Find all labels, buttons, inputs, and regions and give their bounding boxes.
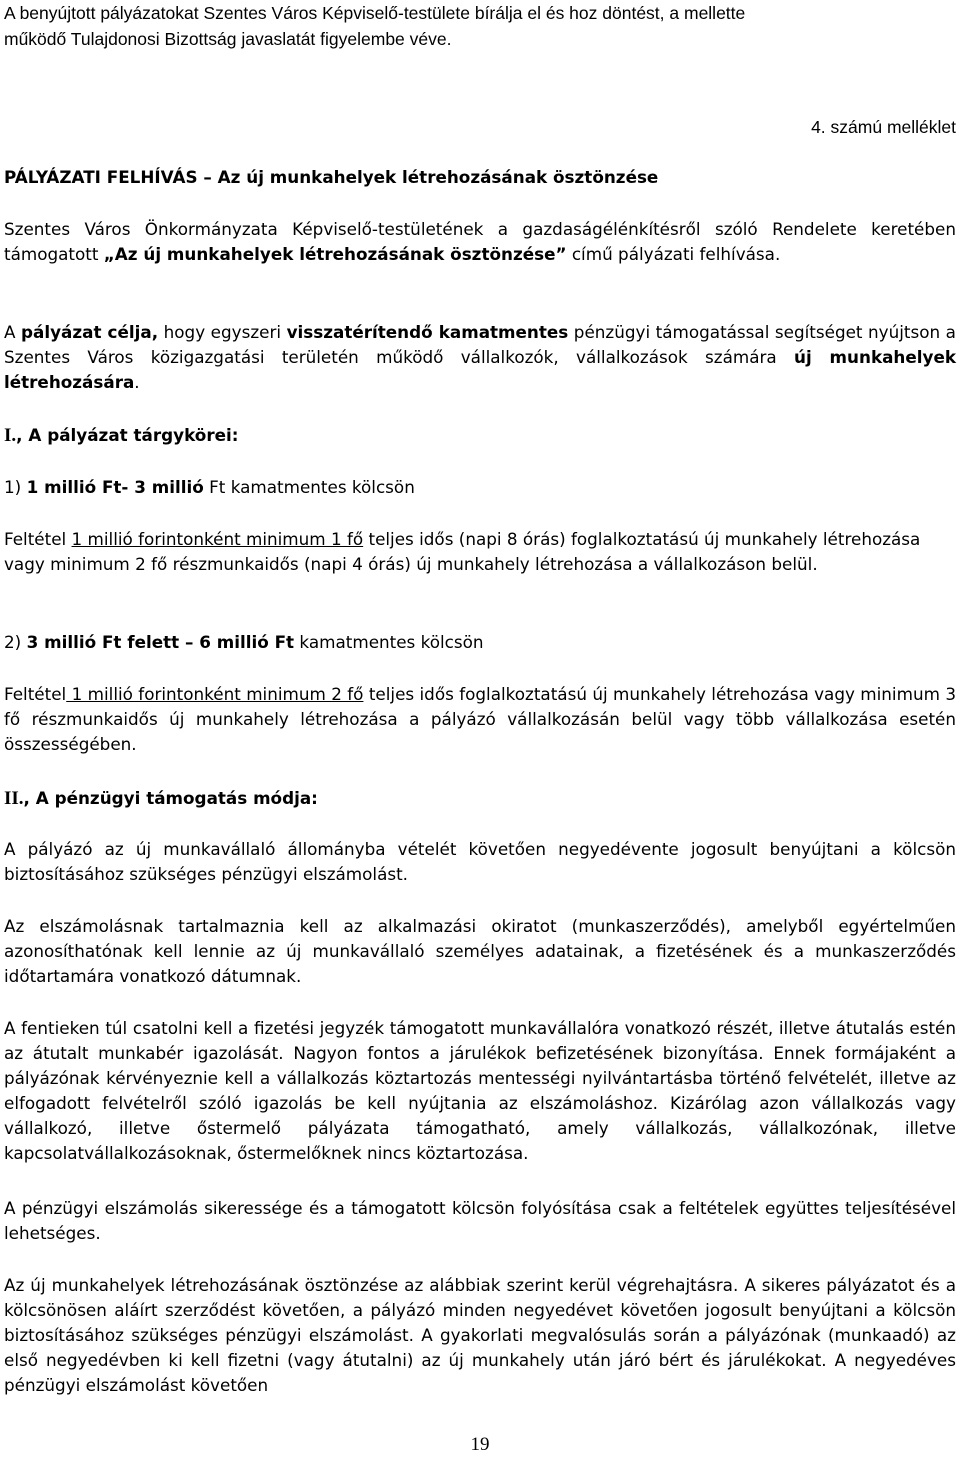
page-title: PÁLYÁZATI FELHÍVÁS – Az új munkahelyek létrehozásának ösztönzése xyxy=(4,167,659,187)
annex-label: 4. számú melléklet xyxy=(811,117,956,137)
page-number: 19 xyxy=(470,1434,490,1455)
call-name: „Az új munkahelyek létrehozásának ösztönzése” xyxy=(103,244,567,264)
text-run: 2) xyxy=(4,632,27,652)
bold-run: 3 millió Ft felett – 6 millió Ft xyxy=(26,632,295,652)
text-run: . xyxy=(134,372,140,392)
condition-paragraph-2 xyxy=(4,682,956,757)
section-heading-2 xyxy=(4,786,956,811)
text-run: teljes idős foglalkoztatású új munkahely létrehozása vagy minimum 3 fő részmunkaidős új munkahely létrehozása a pályázó vállalkozásán belül vagy több vállalkozása esetén összességében. xyxy=(4,684,956,754)
section-heading-text: , A pályázat tárgykörei: xyxy=(16,425,239,445)
text-run: című pályázati felhívása. xyxy=(566,244,781,264)
section-heading-text: , A pénzügyi támogatás módja: xyxy=(23,788,318,808)
bold-run: új munkahelyek létrehozására xyxy=(4,347,956,392)
condition-paragraph-1 xyxy=(4,527,956,577)
section-heading-1 xyxy=(4,423,956,448)
subject-item-1 xyxy=(4,475,956,500)
underlined-run: 1 millió forintonként minimum 2 fő xyxy=(66,684,364,704)
bold-run: 1 millió Ft- 3 millió xyxy=(26,477,204,497)
text-run: pénzügyi támogatással segítséget nyújtson a Szentes Város közigazgatási területén működő vállalkozók, vállalkozások számára xyxy=(4,322,956,367)
bold-run: pályázat célja, xyxy=(21,322,159,342)
roman-numeral: II. xyxy=(4,788,24,809)
text-run: kamatmentes kölcsön xyxy=(294,632,484,652)
body-paragraph-4: A pénzügyi elszámolás sikeressége és a támogatott kölcsön folyósítása csak a feltételek együttes teljesítésével lehetséges. xyxy=(4,1198,956,1243)
text-run: Feltétel xyxy=(4,684,67,704)
text-run: Ft kamatmentes kölcsön xyxy=(203,477,415,497)
text-run: 1) xyxy=(4,477,27,497)
body-paragraph-3: A fentieken túl csatolni kell a fizetési jegyzék támogatott munkavállalóra vonatkozó részét, illetve átutalás estén az átutalt munkabér igazolását. Nagyon fontos a járulékok befizetésének bizonyítása. Ennek formájaként a pályázónak kérvényeznie kell a vállalkozás köztartozás mentességi nyilvántartásba történő felvételét, illetve az elfogadott felvételről szóló igazolás be kell nyújtania az elszámoláshoz. Kizárólag azon vállalkozás vagy vállalkozó, illetve őstermelő pályázata támogatható, amely vállalkozás, vállalkozónak, illetve kapcsolatvállalkozásoknak, őstermelőknek nincs köztartozása. xyxy=(4,1018,956,1163)
intro-call-paragraph xyxy=(4,217,956,267)
body-paragraph-2: Az elszámolásnak tartalmaznia kell az alkalmazási okiratot (munkaszerződés), amelyből egyértelműen azonosíthatónak kell lennie az új munkavállaló személyes adatainak, a fizetésének és a munkaszerződés időtartamára vonatkozó dátumnak. xyxy=(4,916,956,986)
body-paragraph-1: A pályázó az új munkavállaló állományba vételét követően negyedévente jogosult benyújtani a kölcsön biztosításához szükséges pénzügyi elszámolást. xyxy=(4,839,956,884)
goal-paragraph xyxy=(4,320,956,395)
intro-line-1: A benyújtott pályázatokat Szentes Város Képviselő-testülete bírálja el és hoz döntést, a mellette xyxy=(4,3,746,23)
text-run: teljes idős (napi 8 órás) foglalkoztatású új munkahely létrehozása vagy minimum 2 fő részmunkaidős (napi 4 órás) új munkahely létrehozása a vállalkozáson belül. xyxy=(4,529,921,574)
roman-numeral: I. xyxy=(4,425,17,446)
text-run: A xyxy=(4,322,22,342)
intro-paragraph xyxy=(4,0,956,52)
underlined-run: 1 millió forintonként minimum 1 fő xyxy=(71,529,364,549)
text-run: hogy egyszeri xyxy=(158,322,287,342)
bold-run: visszatérítendő kamatmentes xyxy=(286,322,569,342)
text-run: Feltétel xyxy=(4,529,72,549)
body-paragraph-5: Az új munkahelyek létrehozásának ösztönzése az alábbiak szerint kerül végrehajtásra. A sikeres pályázatot és a kölcsönösen aláírt szerződést követően, a pályázó minden negyedévet követően jogosult benyújtani a kölcsön biztosításához szükséges pénzügyi elszámolást. A gyakorlati megvalósulás során a pályázónak (munkaadó) az első negyedévben ki kell fizetni (vagy átutalni) az új munkahely után járó bért és járulékokat. A negyedéves pénzügyi elszámolást követően xyxy=(4,1275,956,1395)
subject-item-2 xyxy=(4,630,956,655)
text-run: Szentes Város Önkormányzata Képviselő-testületének a gazdaságélénkítésről szóló Rendelete keretében támogatott xyxy=(4,219,956,264)
intro-line-2: működő Tulajdonosi Bizottság javaslatát figyelembe véve. xyxy=(4,29,452,49)
